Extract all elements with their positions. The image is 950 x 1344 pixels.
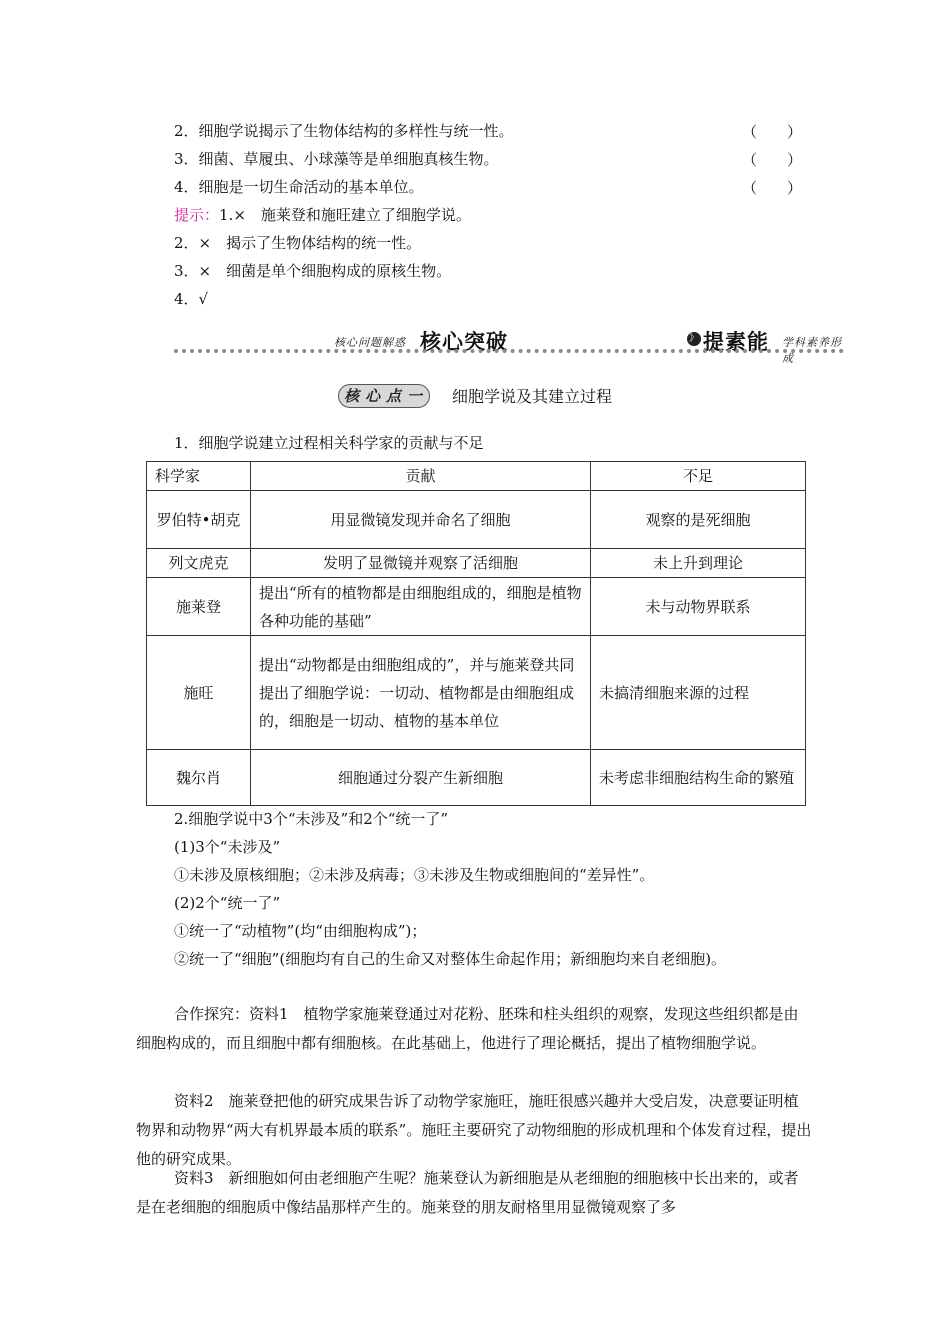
table-cell: 未上升到理论 <box>591 549 806 578</box>
table-cell: 施旺 <box>147 636 251 750</box>
section-2-item: ①未涉及原核细胞；②未涉及病毒；③未涉及生物或细胞间的“差异性”。 <box>174 866 655 884</box>
header-cell: 贡献 <box>251 462 591 491</box>
answer-paren-2: （ ） <box>742 123 803 141</box>
section-banner <box>174 326 844 365</box>
table-cell: 列文虎克 <box>147 549 251 578</box>
badge-char: 一 <box>407 387 423 405</box>
table-cell: 未搞清细胞来源的过程 <box>591 636 806 750</box>
banner-left-caption: 核心问题解惑 <box>334 336 406 349</box>
quiz-item-4: 4．细胞是一切生命活动的基本单位。 <box>174 178 424 196</box>
table-cell: 提出“所有的植物都是由细胞组成的，细胞是植物各种功能的基础” <box>251 578 591 636</box>
badge-char: 心 <box>365 387 381 405</box>
table-row <box>147 636 806 750</box>
header-cell: 不足 <box>591 462 806 491</box>
table-cell: 用显微镜发现并命名了细胞 <box>251 491 591 549</box>
hint-line <box>174 205 471 225</box>
key-point-badge <box>338 384 430 408</box>
key-point-heading: 细胞学说及其建立过程 <box>452 387 613 406</box>
material-paragraph-3: 资料3 新细胞如何由老细胞产生呢？施莱登认为新细胞是从老细胞的细胞核中长出来的，或者是在老细胞的细胞质中像结晶那样产生的。施莱登的朋友耐格里用显微镜观察了多 <box>136 1169 799 1216</box>
table-row <box>147 549 806 578</box>
header-cell: 科学家 <box>147 462 251 491</box>
banner-right-caption: 学科素养形成 <box>782 336 842 365</box>
banner-title-core: 核心突破 <box>420 330 508 354</box>
section-2-item: ①统一了“动植物”(均“由细胞构成”)； <box>174 922 427 940</box>
table-cell: 发明了显微镜并观察了活细胞 <box>251 549 591 578</box>
hint-label: 提示： <box>174 206 220 224</box>
table-row <box>147 578 806 636</box>
banner-divider <box>174 349 844 353</box>
badge-char: 核 <box>344 387 360 405</box>
hint-answer-3: 3．× 细菌是单个细胞构成的原核生物。 <box>174 262 452 280</box>
table-cell: 提出“动物都是由细胞组成的”，并与施莱登共同提出了细胞学说：一切动、植物都是由细胞组成的，细胞是一切动、植物的基本单位 <box>251 636 591 750</box>
scientists-table <box>146 461 806 806</box>
table-row <box>147 491 806 549</box>
material-paragraph-1: 合作探究：资料1 植物学家施莱登通过对花粉、胚珠和柱头组织的观察，发现这些组织都是由细胞构成的，而且细胞中都有细胞核。在此基础上，他进行了理论概括，提出了植物细胞学说。 <box>136 1005 799 1052</box>
banner-title-skill: 提素能 <box>703 330 769 354</box>
table-cell: 施莱登 <box>147 578 251 636</box>
table-cell: 细胞通过分裂产生新细胞 <box>251 750 591 806</box>
table-cell: 未与动物界联系 <box>591 578 806 636</box>
quiz-item-2: 2．细胞学说揭示了生物体结构的多样性与统一性。 <box>174 122 514 140</box>
hint-answer-2: 2．× 揭示了生物体结构的统一性。 <box>174 234 422 252</box>
answer-paren-4: （ ） <box>742 179 803 197</box>
table-row <box>147 750 806 806</box>
quiz-item-3: 3．细菌、草履虫、小球藻等是单细胞真核生物。 <box>174 150 499 168</box>
material-paragraph-2: 资料2 施莱登把他的研究成果告诉了动物学家施旺，施旺很感兴趣并大受启发，决意要证明植物界和动物界“两大有机界最本质的联系”。施旺主要研究了动物细胞的形成机理和个体发育过程，提出他的研究成果。 <box>136 1092 812 1168</box>
table-cell: 罗伯特•胡克 <box>147 491 251 549</box>
table-cell: 观察的是死细胞 <box>591 491 806 549</box>
section-2-title: 2.细胞学说中3个“未涉及”和2个“统一了” <box>174 810 449 828</box>
banner-arrow-icon: 》 <box>689 333 699 344</box>
hint-answer-1: 1.× 施莱登和施旺建立了细胞学说。 <box>219 206 471 224</box>
section-1-title: 1．细胞学说建立过程相关科学家的贡献与不足 <box>174 434 484 452</box>
answer-paren-3: （ ） <box>742 151 803 169</box>
section-2-item: ②统一了“细胞”(细胞均有自己的生命又对整体生命起作用；新细胞均来自老细胞)。 <box>174 950 727 968</box>
badge-char: 点 <box>386 387 402 405</box>
table-cell: 未考虑非细胞结构生命的繁殖 <box>591 750 806 806</box>
hint-answer-4: 4．√ <box>174 290 209 308</box>
table-header-row <box>147 462 806 491</box>
table-cell: 魏尔肖 <box>147 750 251 806</box>
section-2-sub-2: (2)2个“统一了” <box>174 894 281 912</box>
section-2-sub-1: (1)3个“未涉及” <box>174 838 281 856</box>
